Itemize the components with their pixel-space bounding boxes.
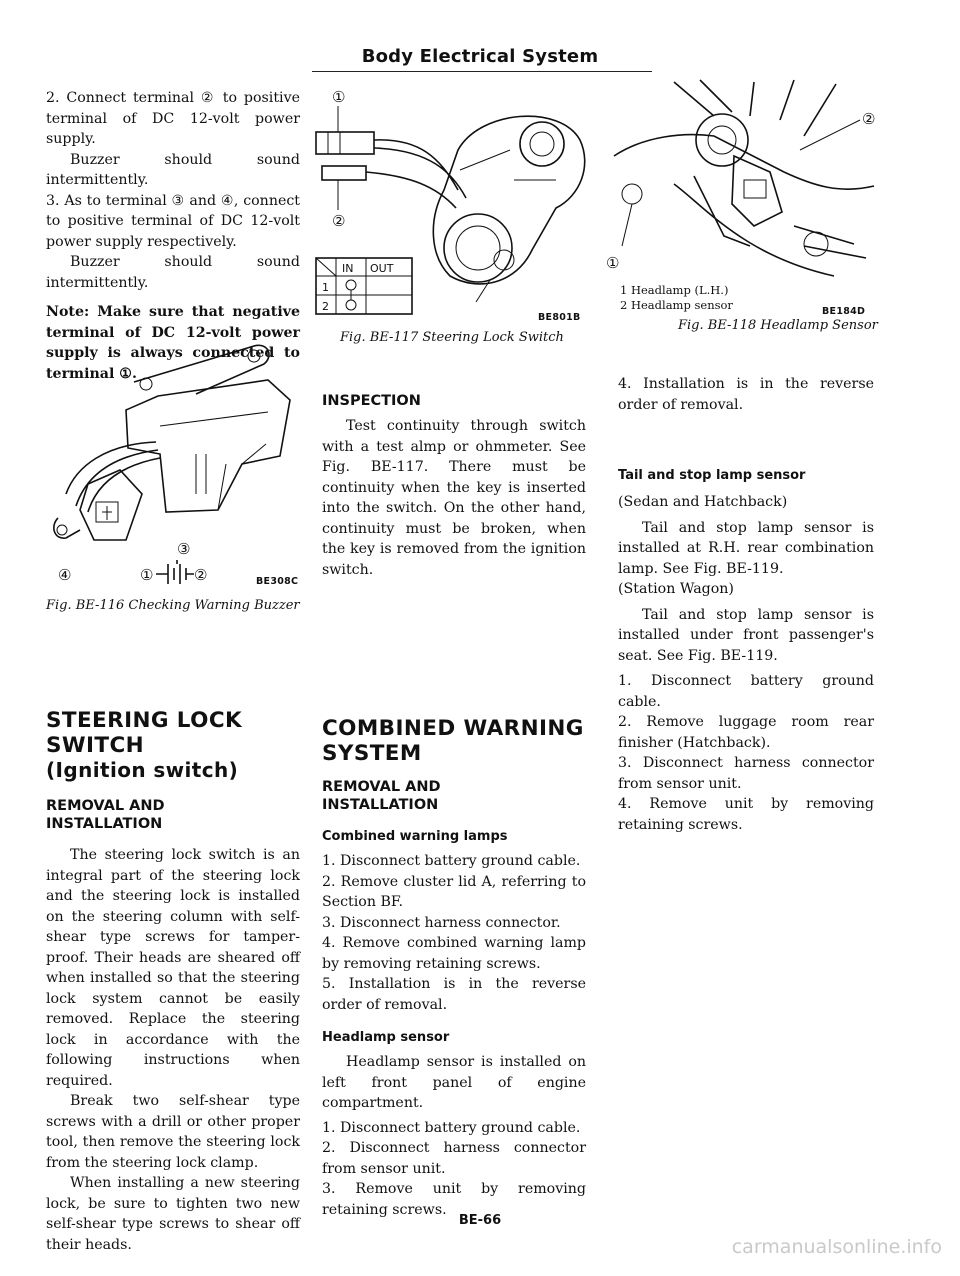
subheading-removal: REMOVAL AND — [46, 798, 165, 814]
sedan-label: (Sedan and Hatchback) — [618, 494, 788, 510]
lock-connector — [316, 132, 374, 154]
lamps-step-4: 4. Remove combined warning lamp by removing retaining screws. — [322, 935, 586, 972]
buzzer-body — [126, 380, 290, 512]
headlamp-step-3: 3. Remove unit by removing retaining screws. — [322, 1181, 586, 1218]
inspection-text: Test continuity through switch with a test almp or ohmmeter. See Fig. BE-117. There must be continuity when the key is inserted into the switch. On the other hand, continuity must be broken, when the key is removed from the ignition switch. — [322, 418, 586, 578]
step-2-result: Buzzer should sound intermittently. — [46, 151, 300, 188]
connector — [80, 470, 142, 540]
subheading-removal-2: REMOVAL AND — [322, 779, 441, 795]
lamps-title: Combined warning lamps — [322, 829, 508, 844]
section-title-system: SYSTEM — [322, 741, 422, 766]
page-number: BE-66 — [458, 1213, 502, 1228]
fig117-caption: Fig. BE-117 Steering Lock Switch — [340, 330, 564, 345]
section-title-combined-warning: COMBINED WARNING — [322, 716, 584, 741]
steering-para-1: The steering lock switch is an integral part of the steering lock and the steering lock is installed on the steering column with self-shear type screws for tamper-proof. Their heads are sheared off when installed so that the steering lock system cannot be easily removed. Replace the steering lock in accordance with the following instructions when required. — [46, 847, 300, 1089]
left-column-lower — [46, 708, 300, 1255]
subheading-installation-2: INSTALLATION — [322, 797, 439, 813]
fig116-label-4: ④ — [58, 566, 72, 584]
lamps-step-2: 2. Remove cluster lid A, referring to Section BF. — [322, 873, 586, 910]
steering-lock-figure — [310, 80, 586, 328]
headlamp-text: Headlamp sensor is installed on left front panel of engine compartment. — [322, 1054, 586, 1111]
page-header-title: Body Electrical System — [361, 46, 599, 67]
header-rule — [312, 71, 652, 72]
fig116-label-1: ① — [140, 566, 154, 584]
middle-column-lower — [322, 716, 586, 1220]
step-2: 2. Connect terminal ② to positive terminal of DC 12-volt power supply. — [46, 90, 300, 147]
headlamp-title: Headlamp sensor — [322, 1030, 450, 1045]
table-header-in: IN — [342, 262, 354, 275]
subheading-installation: INSTALLATION — [46, 816, 163, 832]
fig118-code: BE184D — [822, 306, 866, 317]
fig116-label-3: ③ — [177, 540, 191, 558]
fig117-label-1: ① — [332, 88, 346, 106]
sedan-text: Tail and stop lamp sensor is installed at R.H. rear combination lamp. See Fig. BE-119. — [618, 519, 874, 577]
headlamp-step-1: 1. Disconnect battery ground cable. — [322, 1119, 581, 1136]
fig118-label-1: ① — [606, 254, 620, 272]
tail-step-2: 2. Remove luggage room rear finisher (Hatchback). — [618, 714, 874, 751]
fig118-caption: Fig. BE-118 Headlamp Sensor — [678, 318, 878, 333]
fig118-legend-2: 2 Headlamp sensor — [620, 298, 733, 312]
tail-lamp-title: Tail and stop lamp sensor — [618, 468, 806, 483]
headlamp-sensor-figure — [604, 76, 884, 296]
note-label: Note: — [46, 304, 90, 320]
fig116-caption: Fig. BE-116 Checking Warning Buzzer — [46, 598, 300, 613]
wagon-label: (Station Wagon) — [618, 581, 734, 597]
tail-step-1: 1. Disconnect battery ground cable. — [618, 673, 874, 710]
section-title-ignition: (Ignition switch) — [46, 758, 239, 782]
wagon-text: Tail and stop lamp sensor is installed under front passenger's seat. See Fig. BE-119. — [618, 606, 874, 664]
fig117-label-2: ② — [332, 212, 346, 230]
section-title-switch: SWITCH — [46, 733, 145, 758]
step-3-result: Buzzer should sound intermittently. — [46, 254, 300, 291]
fig116-code: BE308C — [256, 576, 299, 587]
watermark: carmanualsonline.info — [731, 1236, 942, 1258]
lock-body — [433, 116, 584, 284]
warning-buzzer-figure — [46, 334, 300, 596]
table-row-2: 2 — [322, 300, 329, 313]
tail-step-3: 3. Disconnect harness connector from sensor unit. — [618, 755, 874, 792]
middle-column — [322, 392, 586, 580]
tail-step-4: 4. Remove unit by removing retaining screws. — [618, 796, 874, 833]
steering-para-3: When installing a new steering lock, be sure to tighten two new self-shear type screws to shear off their heads. — [46, 1175, 300, 1253]
note-text: Make sure that negative terminal of DC 12-volt power supply is always connected to terminal ①. — [46, 304, 300, 382]
continuity-table — [316, 258, 412, 314]
headlamp-step-2: 2. Disconnect harness connector from sensor unit. — [322, 1140, 586, 1177]
section-title-steering-lock: STEERING LOCK — [46, 708, 243, 733]
fig118-label-2: ② — [862, 110, 876, 128]
fig118-legend-1: 1 Headlamp (L.H.) — [620, 283, 729, 297]
lamps-step-1: 1. Disconnect battery ground cable. — [322, 853, 581, 869]
fig116-label-2: ② — [194, 566, 208, 584]
step-3: 3. As to terminal ③ and ④, connect to positive terminal of DC 12-volt power supply respectively. — [46, 192, 300, 250]
step-4: 4. Installation is in the reverse order of removal. — [618, 376, 874, 413]
steering-para-2: Break two self-shear type screws with a drill or other proper tool, then remove the steering lock from the steering lock clamp. — [46, 1093, 300, 1171]
fig117-code: BE801B — [538, 312, 581, 323]
lamps-step-5: 5. Installation is in the reverse order of removal. — [322, 976, 586, 1013]
table-row-1: 1 — [322, 281, 329, 294]
inspection-title: INSPECTION — [322, 393, 421, 409]
right-column — [618, 374, 874, 835]
lamps-step-3: 3. Disconnect harness connector. — [322, 914, 561, 931]
table-header-out: OUT — [370, 262, 394, 275]
